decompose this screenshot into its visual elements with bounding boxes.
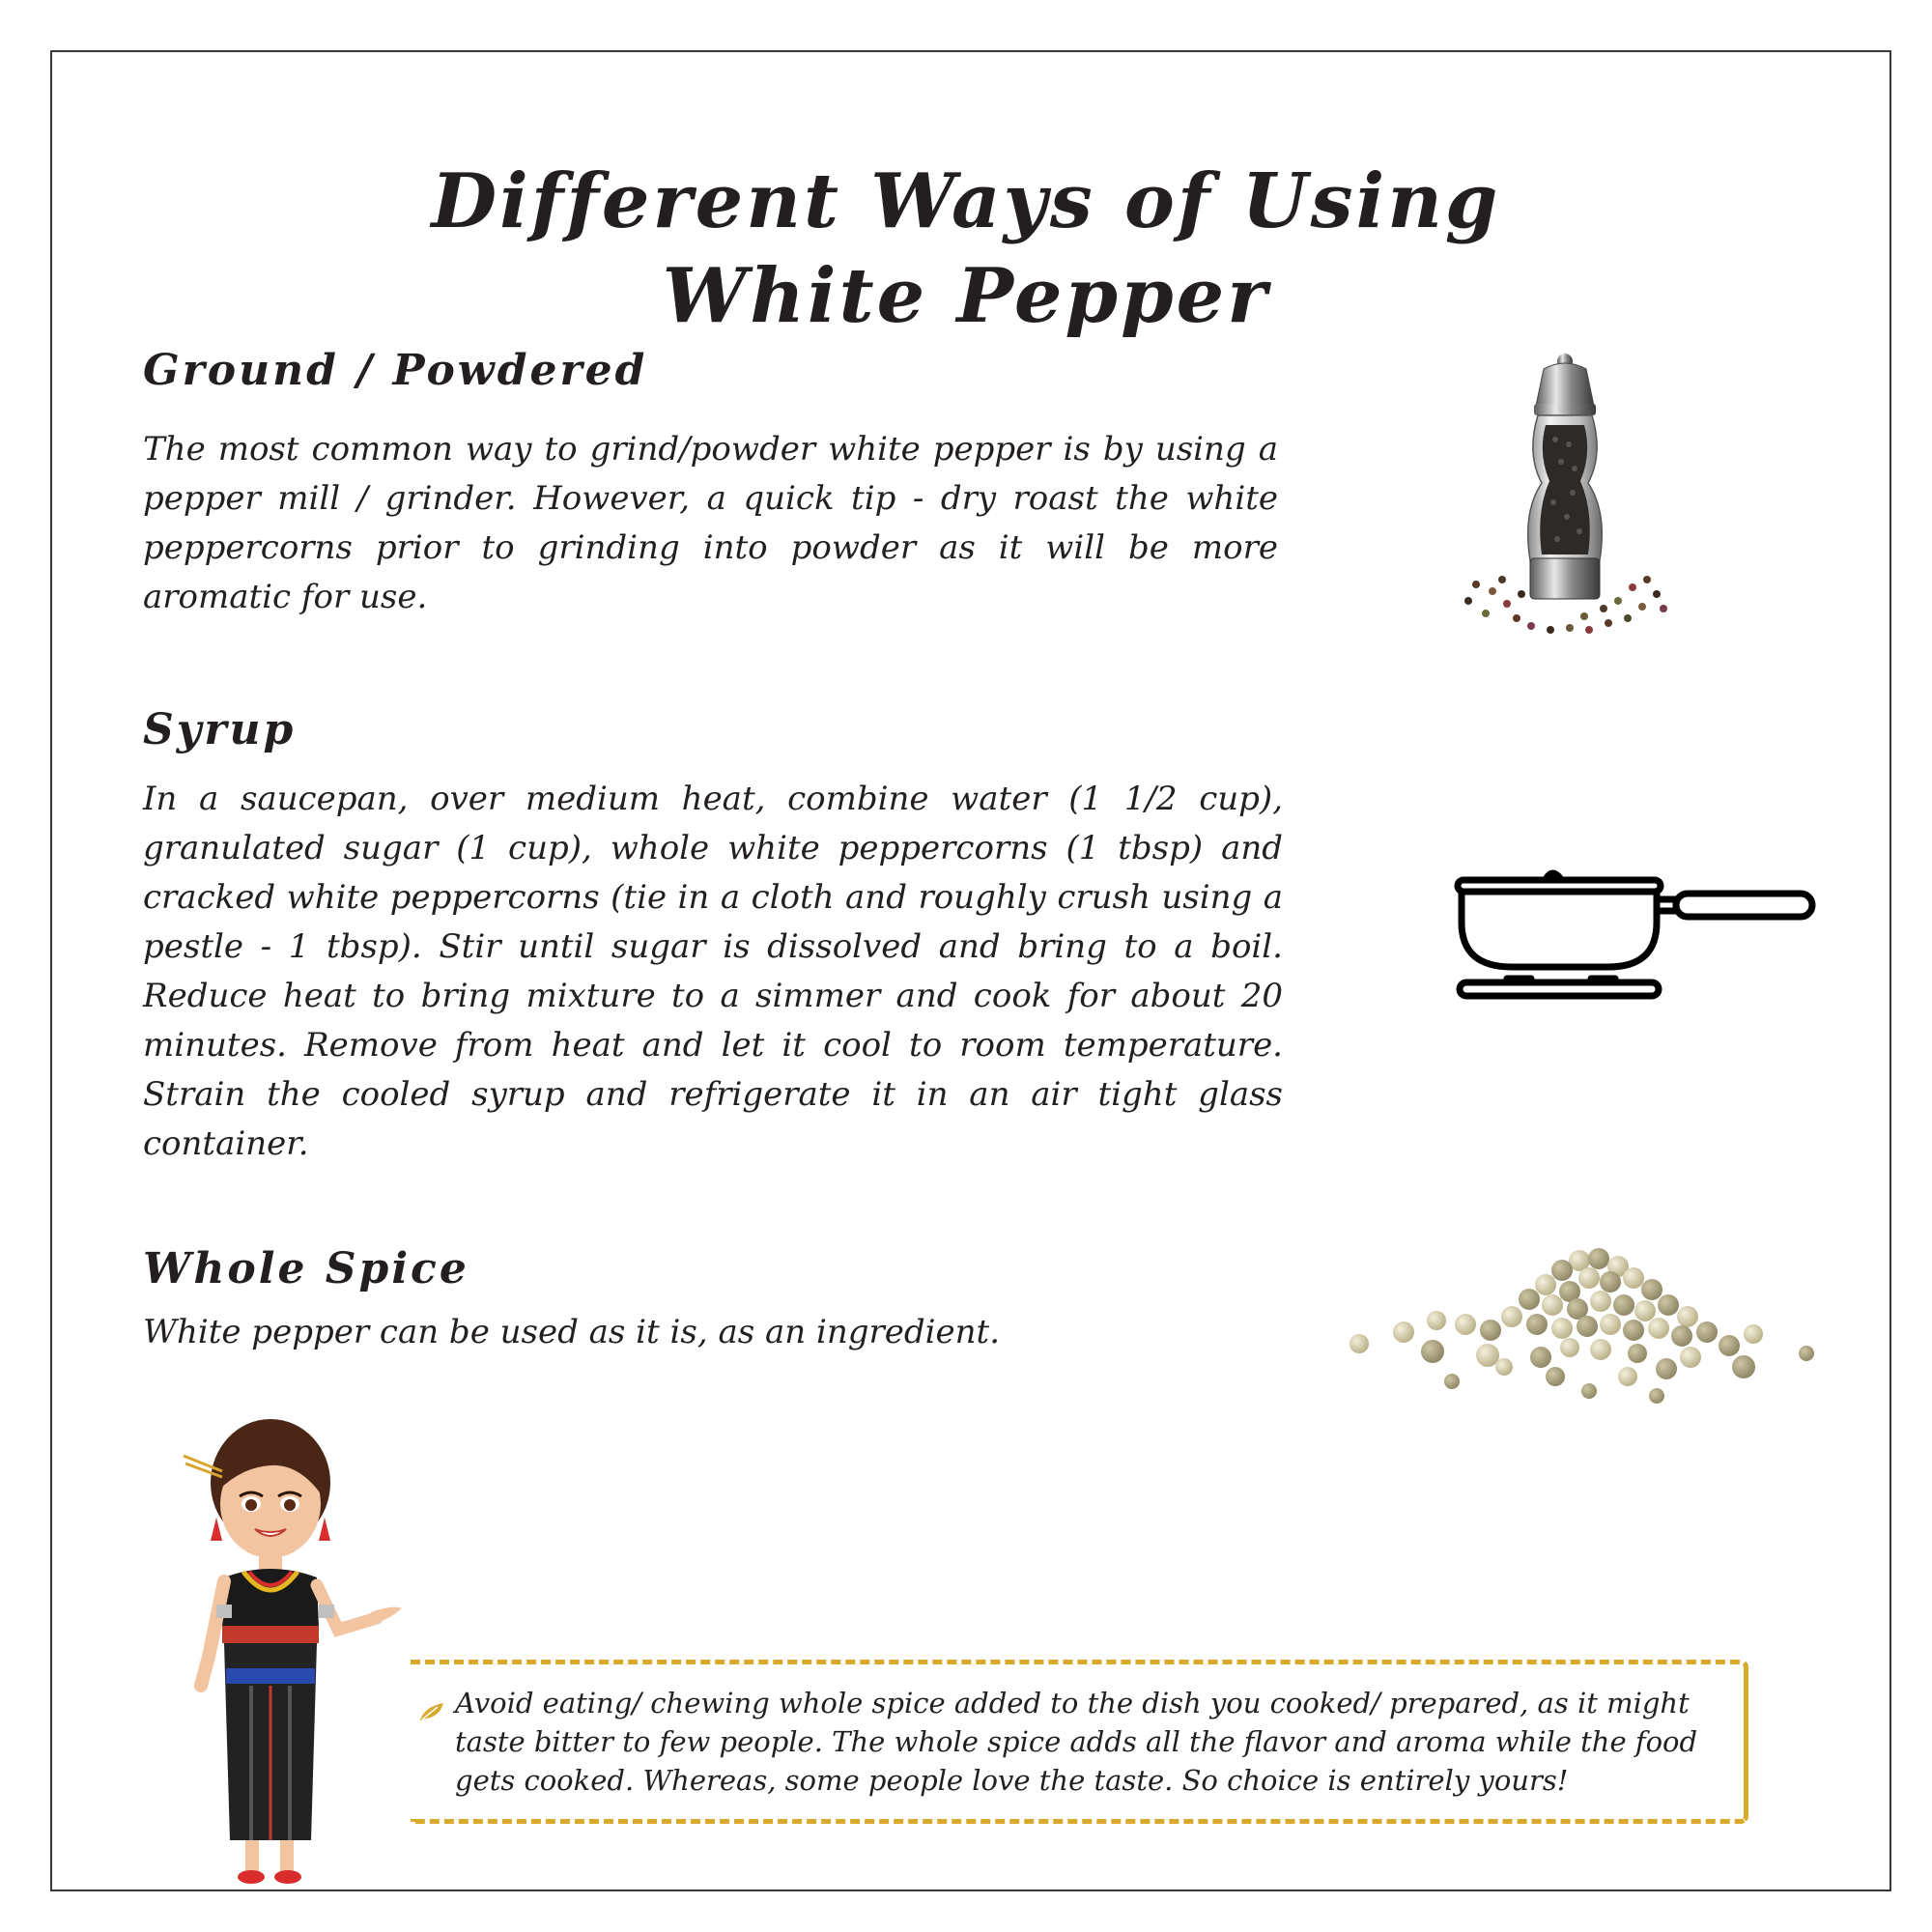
section-text-ground: The most common way to grind/powder white pepper is by using a pepper mill / grinder. However, a quick tip - dry roast the white peppercorns prior to grinding into powder as it will be more aromatic for use. xyxy=(143,430,1278,616)
section-text-whole-spice: White pepper can be used as it is, as an ingredient. xyxy=(143,1313,1001,1351)
section-text-syrup: In a saucepan, over medium heat, combine water (1 1/2 cup), granulated sugar (1 cup), whole white peppercorns (1 tbsp) and cracked white peppercorns (tie in a cloth and roughly crush using a pestle - 1 tbsp). Stir until sugar is dissolved and bring to a boil. Reduce heat to bring mixture to a simmer and cook for about 20 minutes. Remove from heat and let it cool to room temperature. Strain the cooled syrup and refrigerate it in an air tight glass container. xyxy=(143,780,1283,1163)
title-line-2: White Pepper xyxy=(662,252,1270,340)
tip-box xyxy=(411,1660,1748,1824)
leaf-icon xyxy=(418,1701,445,1722)
saucepan-icon xyxy=(1454,865,1816,1014)
cartoon-woman-icon xyxy=(174,1415,406,1889)
pepper-mill-icon xyxy=(1449,348,1681,657)
section-heading-ground: Ground / Powdered xyxy=(143,346,648,395)
tip-text: Avoid eating/ chewing whole spice added to the dish you cooked/ prepared, as it might taste bitter to few people. The whole spice adds all the flavor and aroma while the food gets cooked. Whereas, some people love the taste. So choice is entirely yours! xyxy=(455,1687,1698,1797)
peppercorns-icon xyxy=(1348,1232,1816,1415)
section-heading-syrup: Syrup xyxy=(143,705,297,754)
title-line-1: Different Ways of Using xyxy=(431,157,1501,245)
section-heading-whole-spice: Whole Spice xyxy=(143,1244,469,1293)
page-title xyxy=(290,155,1642,344)
